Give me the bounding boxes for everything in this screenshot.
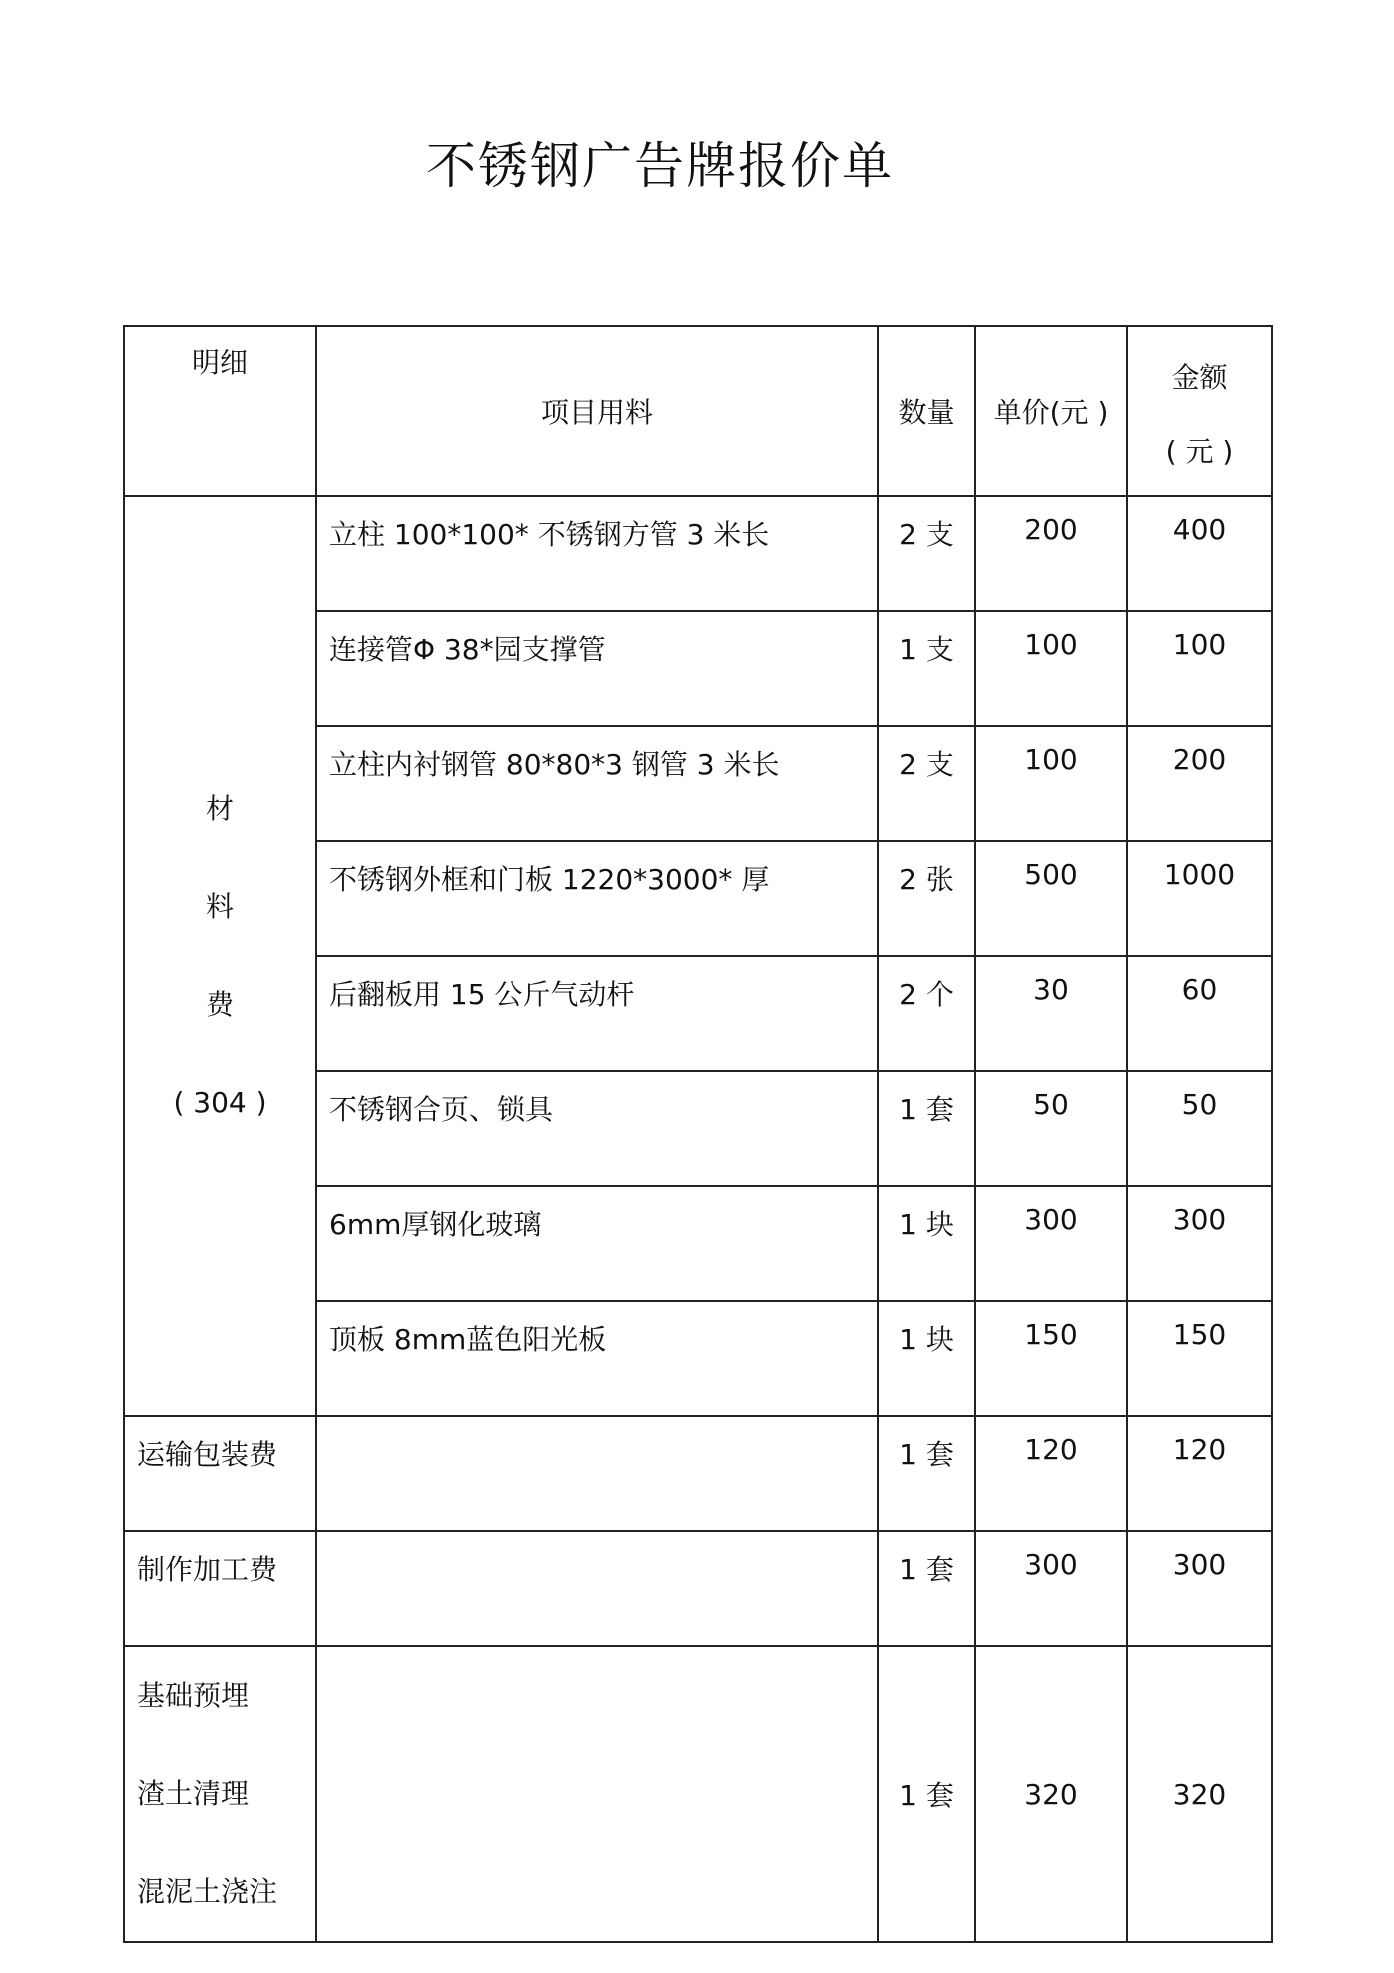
foundation-detail-line: 基础预埋 <box>137 1679 250 1712</box>
item-cell: 立柱内衬钢管 80*80*3 钢管 3 米长 <box>316 726 878 841</box>
unit-price-cell: 50 <box>975 1071 1127 1186</box>
unit-price-cell: 300 <box>975 1186 1127 1301</box>
item-cell: 连接管Φ 38*园支撑管 <box>316 611 878 726</box>
table-row <box>124 1531 1272 1646</box>
material-group-label <box>124 496 316 1416</box>
document-title: 不锈钢广告牌报价单 <box>426 137 894 195</box>
qty-cell: 1 套 <box>878 1416 975 1531</box>
unit-price-cell: 120 <box>975 1416 1127 1531</box>
table-row <box>124 496 1272 611</box>
material-label-char: ( 304 ) <box>173 1086 267 1119</box>
unit-price-cell: 300 <box>975 1531 1127 1646</box>
material-label-char: 料 <box>205 890 234 923</box>
item-cell: 后翻板用 15 公斤气动杆 <box>316 956 878 1071</box>
unit-price-cell: 150 <box>975 1301 1127 1416</box>
qty-cell: 1 套 <box>878 1646 975 1942</box>
detail-cell: 运输包装费 <box>124 1416 316 1531</box>
item-cell <box>316 1416 878 1531</box>
unit-price-cell: 100 <box>975 726 1127 841</box>
qty-cell: 2 支 <box>878 726 975 841</box>
amount-cell: 200 <box>1127 726 1272 841</box>
qty-cell: 1 支 <box>878 611 975 726</box>
item-cell: 6mm厚钢化玻璃 <box>316 1186 878 1301</box>
table-row <box>124 1416 1272 1531</box>
amount-cell: 1000 <box>1127 841 1272 956</box>
foundation-detail-line: 混泥土浇注 <box>137 1875 278 1908</box>
detail-cell: 制作加工费 <box>124 1531 316 1646</box>
unit-price-cell: 500 <box>975 841 1127 956</box>
foundation-detail-line: 渣土清理 <box>137 1777 250 1810</box>
item-cell: 顶板 8mm蓝色阳光板 <box>316 1301 878 1416</box>
material-label-char: 材 <box>205 792 234 825</box>
item-cell: 立柱 100*100* 不锈钢方管 3 米长 <box>316 496 878 611</box>
header-row <box>124 326 1272 496</box>
material-label-char: 费 <box>205 988 234 1021</box>
unit-price-cell: 200 <box>975 496 1127 611</box>
unit-price-cell: 320 <box>975 1646 1127 1942</box>
amount-cell: 300 <box>1127 1531 1272 1646</box>
header-qty: 数量 <box>878 326 975 496</box>
amount-cell: 100 <box>1127 611 1272 726</box>
item-cell <box>316 1531 878 1646</box>
item-cell: 不锈钢外框和门板 1220*3000* 厚 <box>316 841 878 956</box>
foundation-detail-cell <box>124 1646 316 1942</box>
amount-cell: 60 <box>1127 956 1272 1071</box>
header-unit-price: 单价(元 ) <box>975 326 1127 496</box>
table-row <box>124 1646 1272 1942</box>
qty-cell: 1 套 <box>878 1071 975 1186</box>
quote-table <box>123 325 1273 1943</box>
unit-price-cell: 100 <box>975 611 1127 726</box>
unit-price-cell: 30 <box>975 956 1127 1071</box>
item-cell: 不锈钢合页、锁具 <box>316 1071 878 1186</box>
amount-cell: 320 <box>1127 1646 1272 1942</box>
amount-cell: 50 <box>1127 1071 1272 1186</box>
qty-cell: 1 块 <box>878 1301 975 1416</box>
qty-cell: 2 支 <box>878 496 975 611</box>
header-amount-line2: ( 元 ) <box>1165 435 1234 468</box>
qty-cell: 1 块 <box>878 1186 975 1301</box>
header-detail: 明细 <box>124 326 316 496</box>
qty-cell: 2 张 <box>878 841 975 956</box>
header-amount <box>1127 326 1272 496</box>
item-cell <box>316 1646 878 1942</box>
header-amount-line1: 金额 <box>1171 361 1228 394</box>
amount-cell: 400 <box>1127 496 1272 611</box>
qty-cell: 1 套 <box>878 1531 975 1646</box>
amount-cell: 150 <box>1127 1301 1272 1416</box>
qty-cell: 2 个 <box>878 956 975 1071</box>
amount-cell: 300 <box>1127 1186 1272 1301</box>
amount-cell: 120 <box>1127 1416 1272 1531</box>
header-item: 项目用料 <box>316 326 878 496</box>
